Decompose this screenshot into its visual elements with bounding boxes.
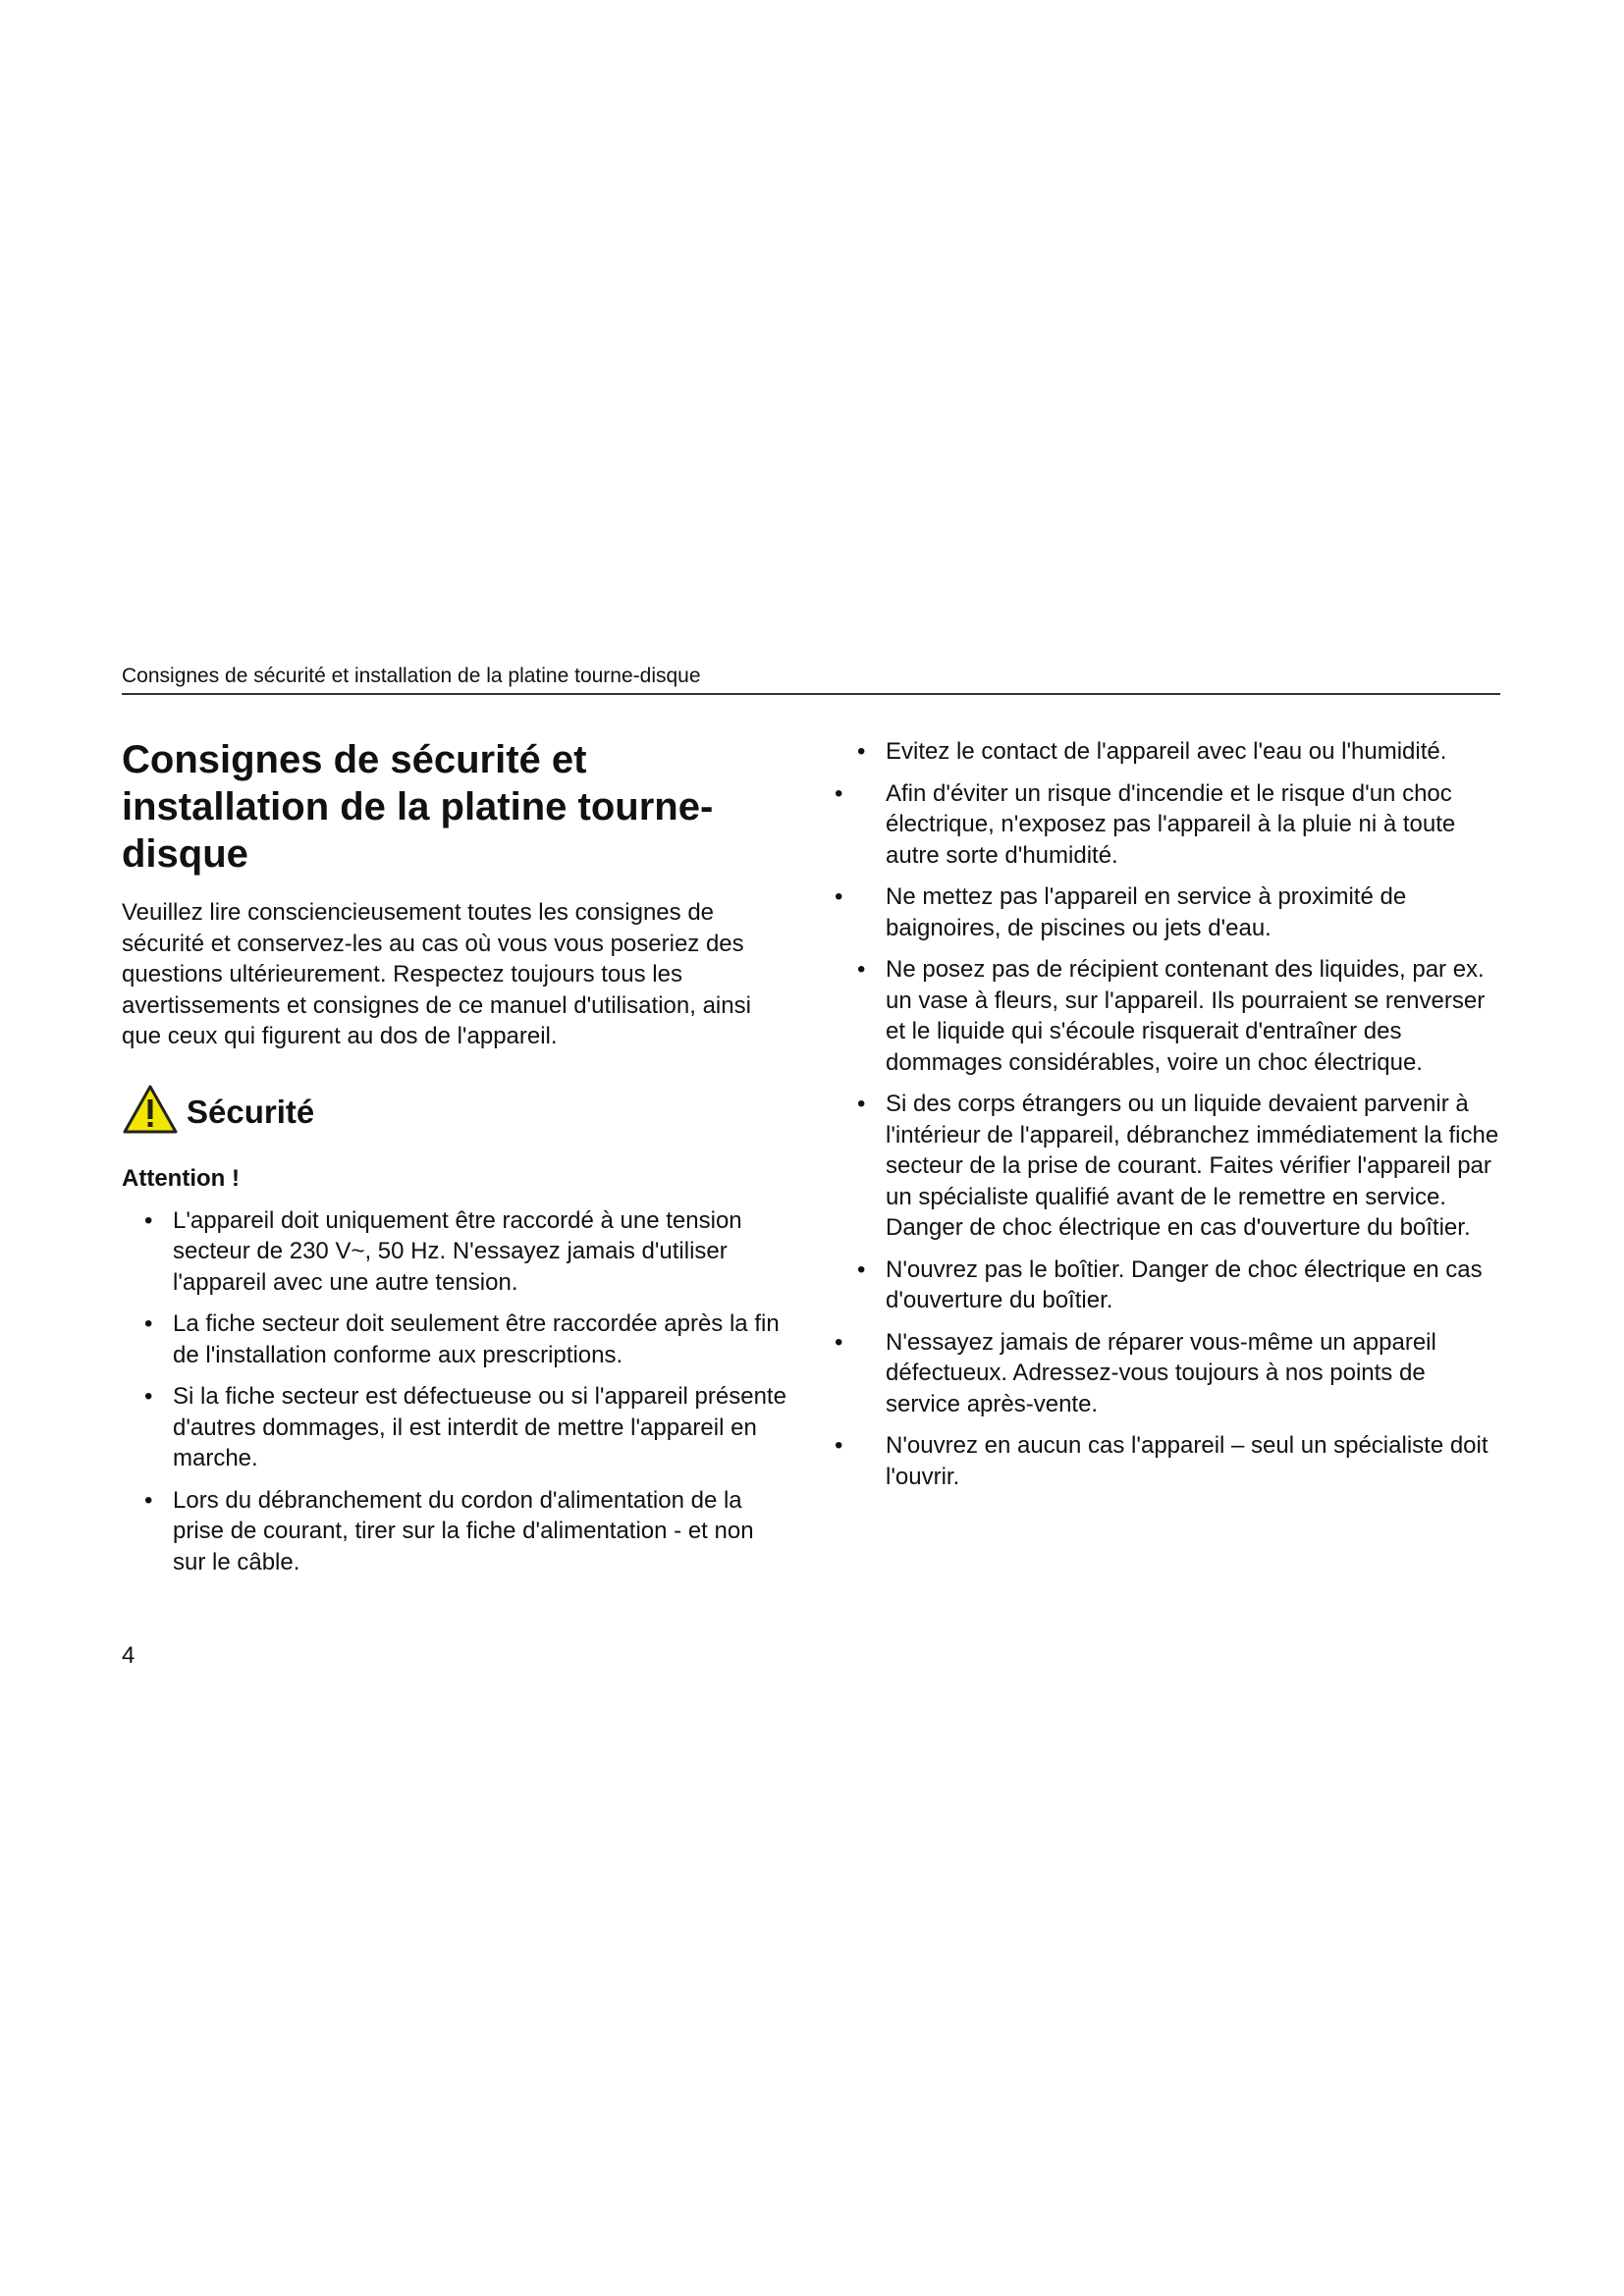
list-item-text: Ne mettez pas l'appareil en service à proximité de baignoires, de piscines ou jets d'eau. (886, 883, 1407, 941)
bullet-icon: • (835, 883, 843, 910)
right-bullet-list (835, 736, 1502, 1492)
right-column (835, 736, 1502, 1503)
list-item (835, 1255, 1502, 1316)
bullet-icon: • (144, 1486, 153, 1514)
list-item (122, 1381, 789, 1474)
bullet-icon: • (857, 738, 866, 765)
list-item (122, 1485, 789, 1578)
list-item (122, 1205, 789, 1299)
bullet-icon: • (144, 1310, 153, 1337)
list-item (835, 1327, 1502, 1420)
section-title: Sécurité (187, 1093, 315, 1130)
bullet-icon: • (144, 1206, 153, 1234)
bullet-icon: • (835, 1432, 843, 1459)
list-item (835, 1089, 1502, 1244)
list-item-text: L'appareil doit uniquement être raccordé à une tension secteur de 230 V~, 50 Hz. N'essayez jamais d'utiliser l'appareil avec une autre tension. (173, 1206, 742, 1296)
list-item (122, 1308, 789, 1370)
list-item (835, 881, 1502, 943)
list-item-text: Ne posez pas de récipient contenant des liquides, par ex. un vase à fleurs, sur l'appareil. Ils pourraient se renverser et le liquide qui s'écoule risquerait d'entraîner des dommages considérables, voire un choc électrique. (886, 956, 1486, 1076)
section-heading (122, 1082, 789, 1137)
list-item-text: N'essayez jamais de réparer vous-même un appareil défectueux. Adressez-vous toujours à nos points de service après-vente. (886, 1328, 1436, 1417)
list-item-text: N'ouvrez pas le boîtier. Danger de choc électrique en cas d'ouverture du boîtier. (886, 1255, 1483, 1313)
left-bullet-list (122, 1205, 789, 1578)
list-item-text: Evitez le contact de l'appareil avec l'eau ou l'humidité. (886, 738, 1447, 765)
warning-triangle-icon (122, 1084, 179, 1135)
list-item-text: Lors du débranchement du cordon d'alimentation de la prise de courant, tirer sur la fiche d'alimentation - et non sur le câble. (173, 1486, 754, 1575)
bullet-icon: • (857, 1091, 866, 1117)
list-item (835, 778, 1502, 872)
running-header: Consignes de sécurité et installation de la platine tourne-disque (122, 665, 701, 687)
bullet-icon: • (835, 1328, 843, 1356)
list-item-text: N'ouvrez en aucun cas l'appareil – seul un spécialiste doit l'ouvrir. (886, 1432, 1489, 1490)
page-title: Consignes de sécurité et installation de la platine tourne-disque (122, 738, 714, 876)
intro-paragraph: Veuillez lire consciencieusement toutes les consignes de sécurité et conservez-les au cas où vous vous poseriez des questions ultérieurement. Respectez toujours tous les avertissements et consignes de ce manuel d'utilisation, ainsi que ceux qui figurent au dos de l'appareil. (122, 899, 751, 1049)
left-column (122, 736, 789, 1588)
list-item (835, 1430, 1502, 1492)
list-item (835, 954, 1502, 1078)
list-item-text: La fiche secteur doit seulement être raccordée après la fin de l'installation conforme aux prescriptions. (173, 1310, 780, 1368)
bullet-icon: • (144, 1383, 153, 1410)
header-rule (122, 693, 1500, 695)
page-number: 4 (122, 1642, 135, 1669)
bullet-icon: • (835, 779, 843, 807)
attention-label: Attention ! (122, 1164, 240, 1192)
list-item-text: Si la fiche secteur est défectueuse ou si l'appareil présente d'autres dommages, il est interdit de mettre l'appareil en marche. (173, 1383, 786, 1471)
list-item-text: Si des corps étrangers ou un liquide devaient parvenir à l'intérieur de l'appareil, débranchez immédiatement la fiche secteur de la prise de courant. Faites vérifier l'appareil par un spécialiste qualifié avant de le remettre en service. Danger de choc électrique en cas d'ouverture du boîtier. (886, 1091, 1499, 1241)
list-item-text: Afin d'éviter un risque d'incendie et le risque d'un choc électrique, n'exposez pas l'appareil à la pluie ni à toute autre sorte d'humidité. (886, 779, 1456, 869)
list-item (835, 736, 1502, 768)
bullet-icon: • (857, 1255, 866, 1283)
bullet-icon: • (857, 956, 866, 983)
